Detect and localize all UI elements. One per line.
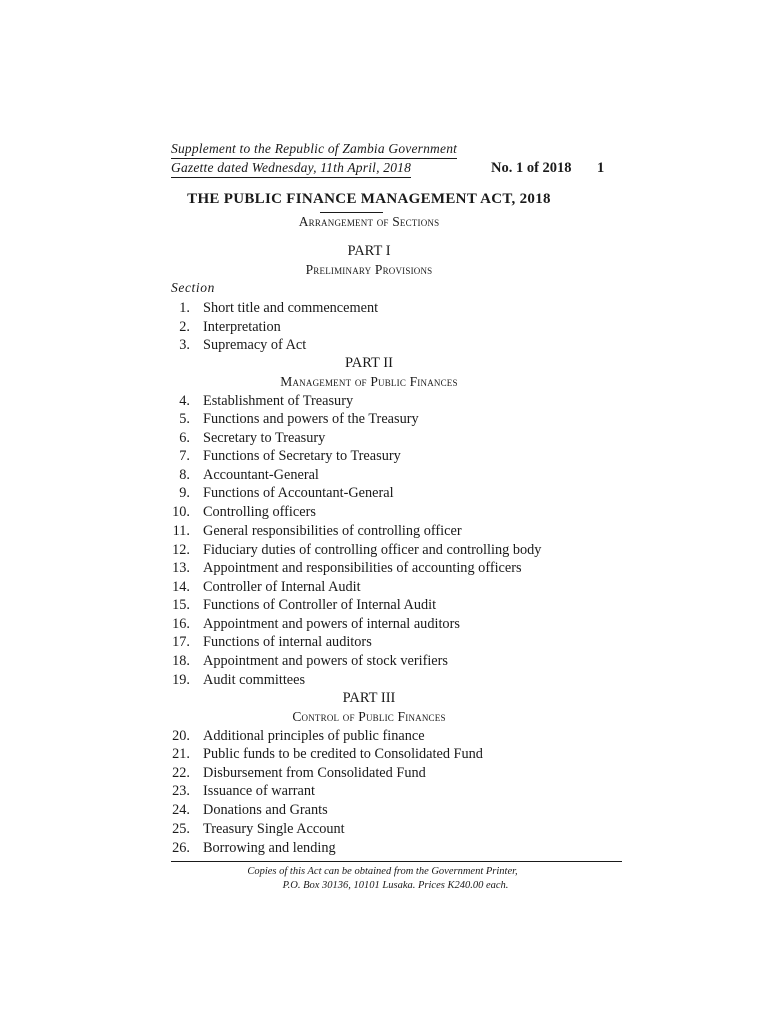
section-number: 26. [172, 840, 190, 856]
section-row [165, 671, 306, 689]
section-title: Controller of Internal Audit [203, 579, 361, 595]
section-title: Functions of internal auditors [203, 634, 372, 650]
section-title: Disbursement from Consolidated Fund [203, 765, 426, 781]
footer-address-line: P.O. Box 30136, 10101 Lusaka. Prices K240.00 each. [282, 880, 509, 891]
section-title: Fiduciary duties of controlling officer and controlling body [203, 542, 542, 558]
section-number: 18. [172, 653, 190, 669]
section-title: Functions of Secretary to Treasury [203, 448, 401, 464]
page-number: 1 [597, 160, 605, 176]
section-number: 22. [172, 765, 190, 781]
section-row [165, 299, 379, 317]
section-row [165, 745, 483, 763]
section-title: Public funds to be credited to Consolidated Fund [203, 746, 483, 762]
section-title: Controlling officers [203, 504, 316, 520]
section-number: 17. [172, 634, 190, 650]
act-number: No. 1 of 2018 [491, 160, 572, 176]
section-title: Additional principles of public finance [203, 728, 425, 744]
section-column-label: Section [171, 280, 215, 295]
section-number: 15. [172, 597, 190, 613]
part-heading: PART III [342, 690, 396, 706]
section-number: 6. [179, 430, 190, 446]
section-title: Short title and commencement [203, 300, 379, 316]
section-row [165, 541, 542, 559]
footer-copies-line: Copies of this Act can be obtained from the Government Printer, [247, 866, 518, 877]
section-row [165, 839, 336, 857]
section-number: 7. [179, 448, 190, 464]
gazette-header [171, 140, 611, 179]
section-row [165, 447, 401, 465]
part-subheading: Management of Public Finances [280, 374, 458, 389]
section-row [165, 429, 326, 447]
gazette-supplement-line: Supplement to the Republic of Zambia Government [171, 140, 457, 159]
section-row [165, 615, 460, 633]
section-row [165, 559, 522, 577]
section-number: 10. [172, 504, 190, 520]
section-row [165, 764, 426, 782]
footer-rule [171, 861, 622, 862]
section-number: 25. [172, 821, 190, 837]
part-subheading: Preliminary Provisions [305, 262, 433, 277]
part-heading: PART II [345, 355, 393, 371]
section-row [165, 578, 361, 596]
section-number: 8. [179, 467, 190, 483]
section-row [165, 318, 281, 336]
section-number: 20. [172, 728, 190, 744]
section-title: Donations and Grants [203, 802, 328, 818]
section-row [165, 336, 307, 354]
section-number: 19. [172, 672, 190, 688]
section-title: Appointment and powers of internal auditors [203, 616, 460, 632]
section-number: 12. [172, 542, 190, 558]
section-row [165, 633, 372, 651]
section-row [165, 466, 319, 484]
gazette-date-line: Gazette dated Wednesday, 11th April, 2018 [171, 159, 411, 178]
section-number: 2. [179, 319, 190, 335]
section-title: Establishment of Treasury [203, 393, 354, 409]
section-title: Functions of Controller of Internal Audit [203, 597, 437, 613]
section-title: Secretary to Treasury [203, 430, 326, 446]
section-title: Treasury Single Account [203, 821, 345, 837]
title-rule [320, 212, 383, 213]
section-row [165, 820, 345, 838]
section-number: 11. [172, 523, 190, 539]
section-row [165, 596, 437, 614]
act-title: THE PUBLIC FINANCE MANAGEMENT ACT, 2018 [187, 191, 551, 207]
section-number: 23. [172, 783, 190, 799]
section-row [165, 727, 425, 745]
section-row [165, 782, 315, 800]
section-number: 9. [179, 485, 190, 501]
section-number: 21. [172, 746, 190, 762]
section-title: Accountant-General [203, 467, 319, 483]
section-number: 5. [179, 411, 190, 427]
section-title: Appointment and powers of stock verifiers [203, 653, 448, 669]
section-row [165, 801, 328, 819]
section-number: 24. [172, 802, 190, 818]
arrangement-subtitle: Arrangement of Sections [298, 214, 440, 229]
section-row [165, 410, 419, 428]
part-heading: PART I [347, 243, 391, 259]
section-number: 13. [172, 560, 190, 576]
section-row [165, 392, 354, 410]
section-row [165, 652, 448, 670]
section-number: 4. [179, 393, 190, 409]
section-number: 3. [179, 337, 190, 353]
section-title: Appointment and responsibilities of accounting officers [203, 560, 522, 576]
section-row [165, 484, 394, 502]
section-number: 16. [172, 616, 190, 632]
section-title: General responsibilities of controlling officer [203, 523, 462, 539]
section-title: Interpretation [203, 319, 281, 335]
section-number: 14. [172, 579, 190, 595]
section-title: Borrowing and lending [203, 840, 336, 856]
section-number: 1. [179, 300, 190, 316]
section-title: Issuance of warrant [203, 783, 315, 799]
section-title: Functions of Accountant-General [203, 485, 394, 501]
section-title: Functions and powers of the Treasury [203, 411, 419, 427]
section-title: Supremacy of Act [203, 337, 307, 353]
section-row [165, 522, 462, 540]
part-subheading: Control of Public Finances [292, 709, 446, 724]
section-row [165, 503, 316, 521]
section-title: Audit committees [203, 672, 306, 688]
